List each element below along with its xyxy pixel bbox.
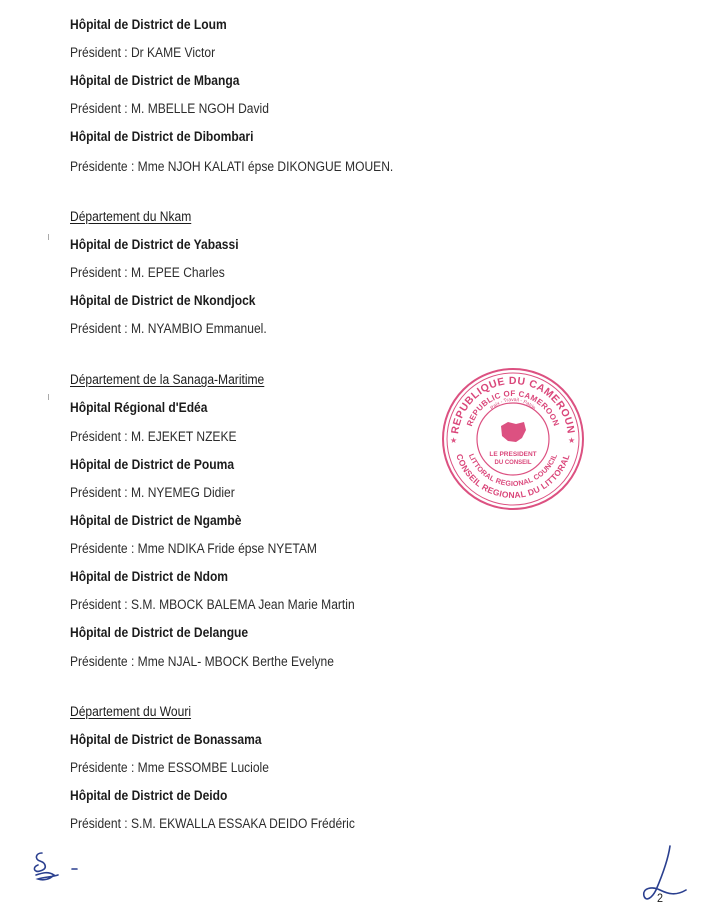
margin-mark — [48, 394, 49, 400]
president-yabassi: Président : M. EPEE Charles — [70, 265, 225, 280]
president-delangue: Présidente : Mme NJAL- MBOCK Berthe Evelyne — [70, 654, 334, 669]
seal-text-outer-top: REPUBLIQUE DU CAMEROUN — [449, 375, 577, 435]
hospital-loum: Hôpital de District de Loum — [70, 17, 227, 32]
hospital-yabassi: Hôpital de District de Yabassi — [70, 237, 239, 252]
seal-text-inner-top: REPUBLIC OF CAMEROON — [465, 389, 561, 428]
hospital-dibombari: Hôpital de District de Dibombari — [70, 129, 254, 144]
president-pouma: Président : M. NYEMEG Didier — [70, 485, 235, 500]
hospital-nkondjock: Hôpital de District de Nkondjock — [70, 293, 256, 308]
hospital-pouma: Hôpital de District de Pouma — [70, 457, 235, 472]
official-seal — [438, 364, 588, 514]
president-edea: Président : M. EJEKET NZEKE — [70, 429, 237, 444]
hospital-deido: Hôpital de District de Deido — [70, 788, 228, 803]
hospital-edea: Hôpital Régional d'Edéa — [70, 400, 208, 415]
hospital-bonassama: Hôpital de District de Bonassama — [70, 732, 262, 747]
margin-mark — [48, 234, 49, 240]
hospital-delangue: Hôpital de District de Delangue — [70, 625, 249, 640]
seal-text-inner-bottom: LITTORAL REGIONAL COUNCIL — [466, 452, 560, 489]
president-deido: Président : S.M. EKWALLA ESSAKA DEIDO Frédéric — [70, 816, 355, 831]
president-loum: Président : Dr KAME Victor — [70, 45, 216, 60]
president-dibombari: Présidente : Mme NJOH KALATI épse DIKONGUE MOUEN. — [70, 159, 394, 174]
initials-signature — [28, 845, 88, 889]
seal-star-left-icon: ★ — [450, 436, 458, 445]
hospital-ngambe: Hôpital de District de Ngambè — [70, 513, 242, 528]
seal-center-line1: LE PRESIDENT — [489, 451, 537, 458]
president-ngambe: Présidente : Mme NDIKA Fride épse NYETAM — [70, 541, 317, 556]
president-bonassama: Présidente : Mme ESSOMBE Luciole — [70, 760, 269, 775]
page-number: 2 — [657, 891, 664, 905]
seal-text-outer-bottom: CONSEIL REGIONAL DU LITTORAL — [454, 452, 572, 501]
department-sanaga-maritime: Département de la Sanaga-Maritime — [70, 372, 265, 387]
seal-center-line2: DU CONSEIL — [494, 460, 532, 466]
president-ndom: Président : S.M. MBOCK BALEMA Jean Marie Martin — [70, 597, 355, 612]
seal-star-right-icon: ★ — [568, 436, 576, 445]
hospital-ndom: Hôpital de District de Ndom — [70, 569, 229, 584]
department-nkam: Département du Nkam — [70, 209, 192, 224]
department-wouri: Département du Wouri — [70, 704, 192, 719]
president-mbanga: Président : M. MBELLE NGOH David — [70, 101, 269, 116]
initials-mark — [630, 840, 700, 910]
president-nkondjock: Président : M. NYAMBIO Emmanuel. — [70, 321, 267, 336]
seal-motto: Paix - Travail - Patrie — [489, 396, 537, 412]
hospital-mbanga: Hôpital de District de Mbanga — [70, 73, 240, 88]
